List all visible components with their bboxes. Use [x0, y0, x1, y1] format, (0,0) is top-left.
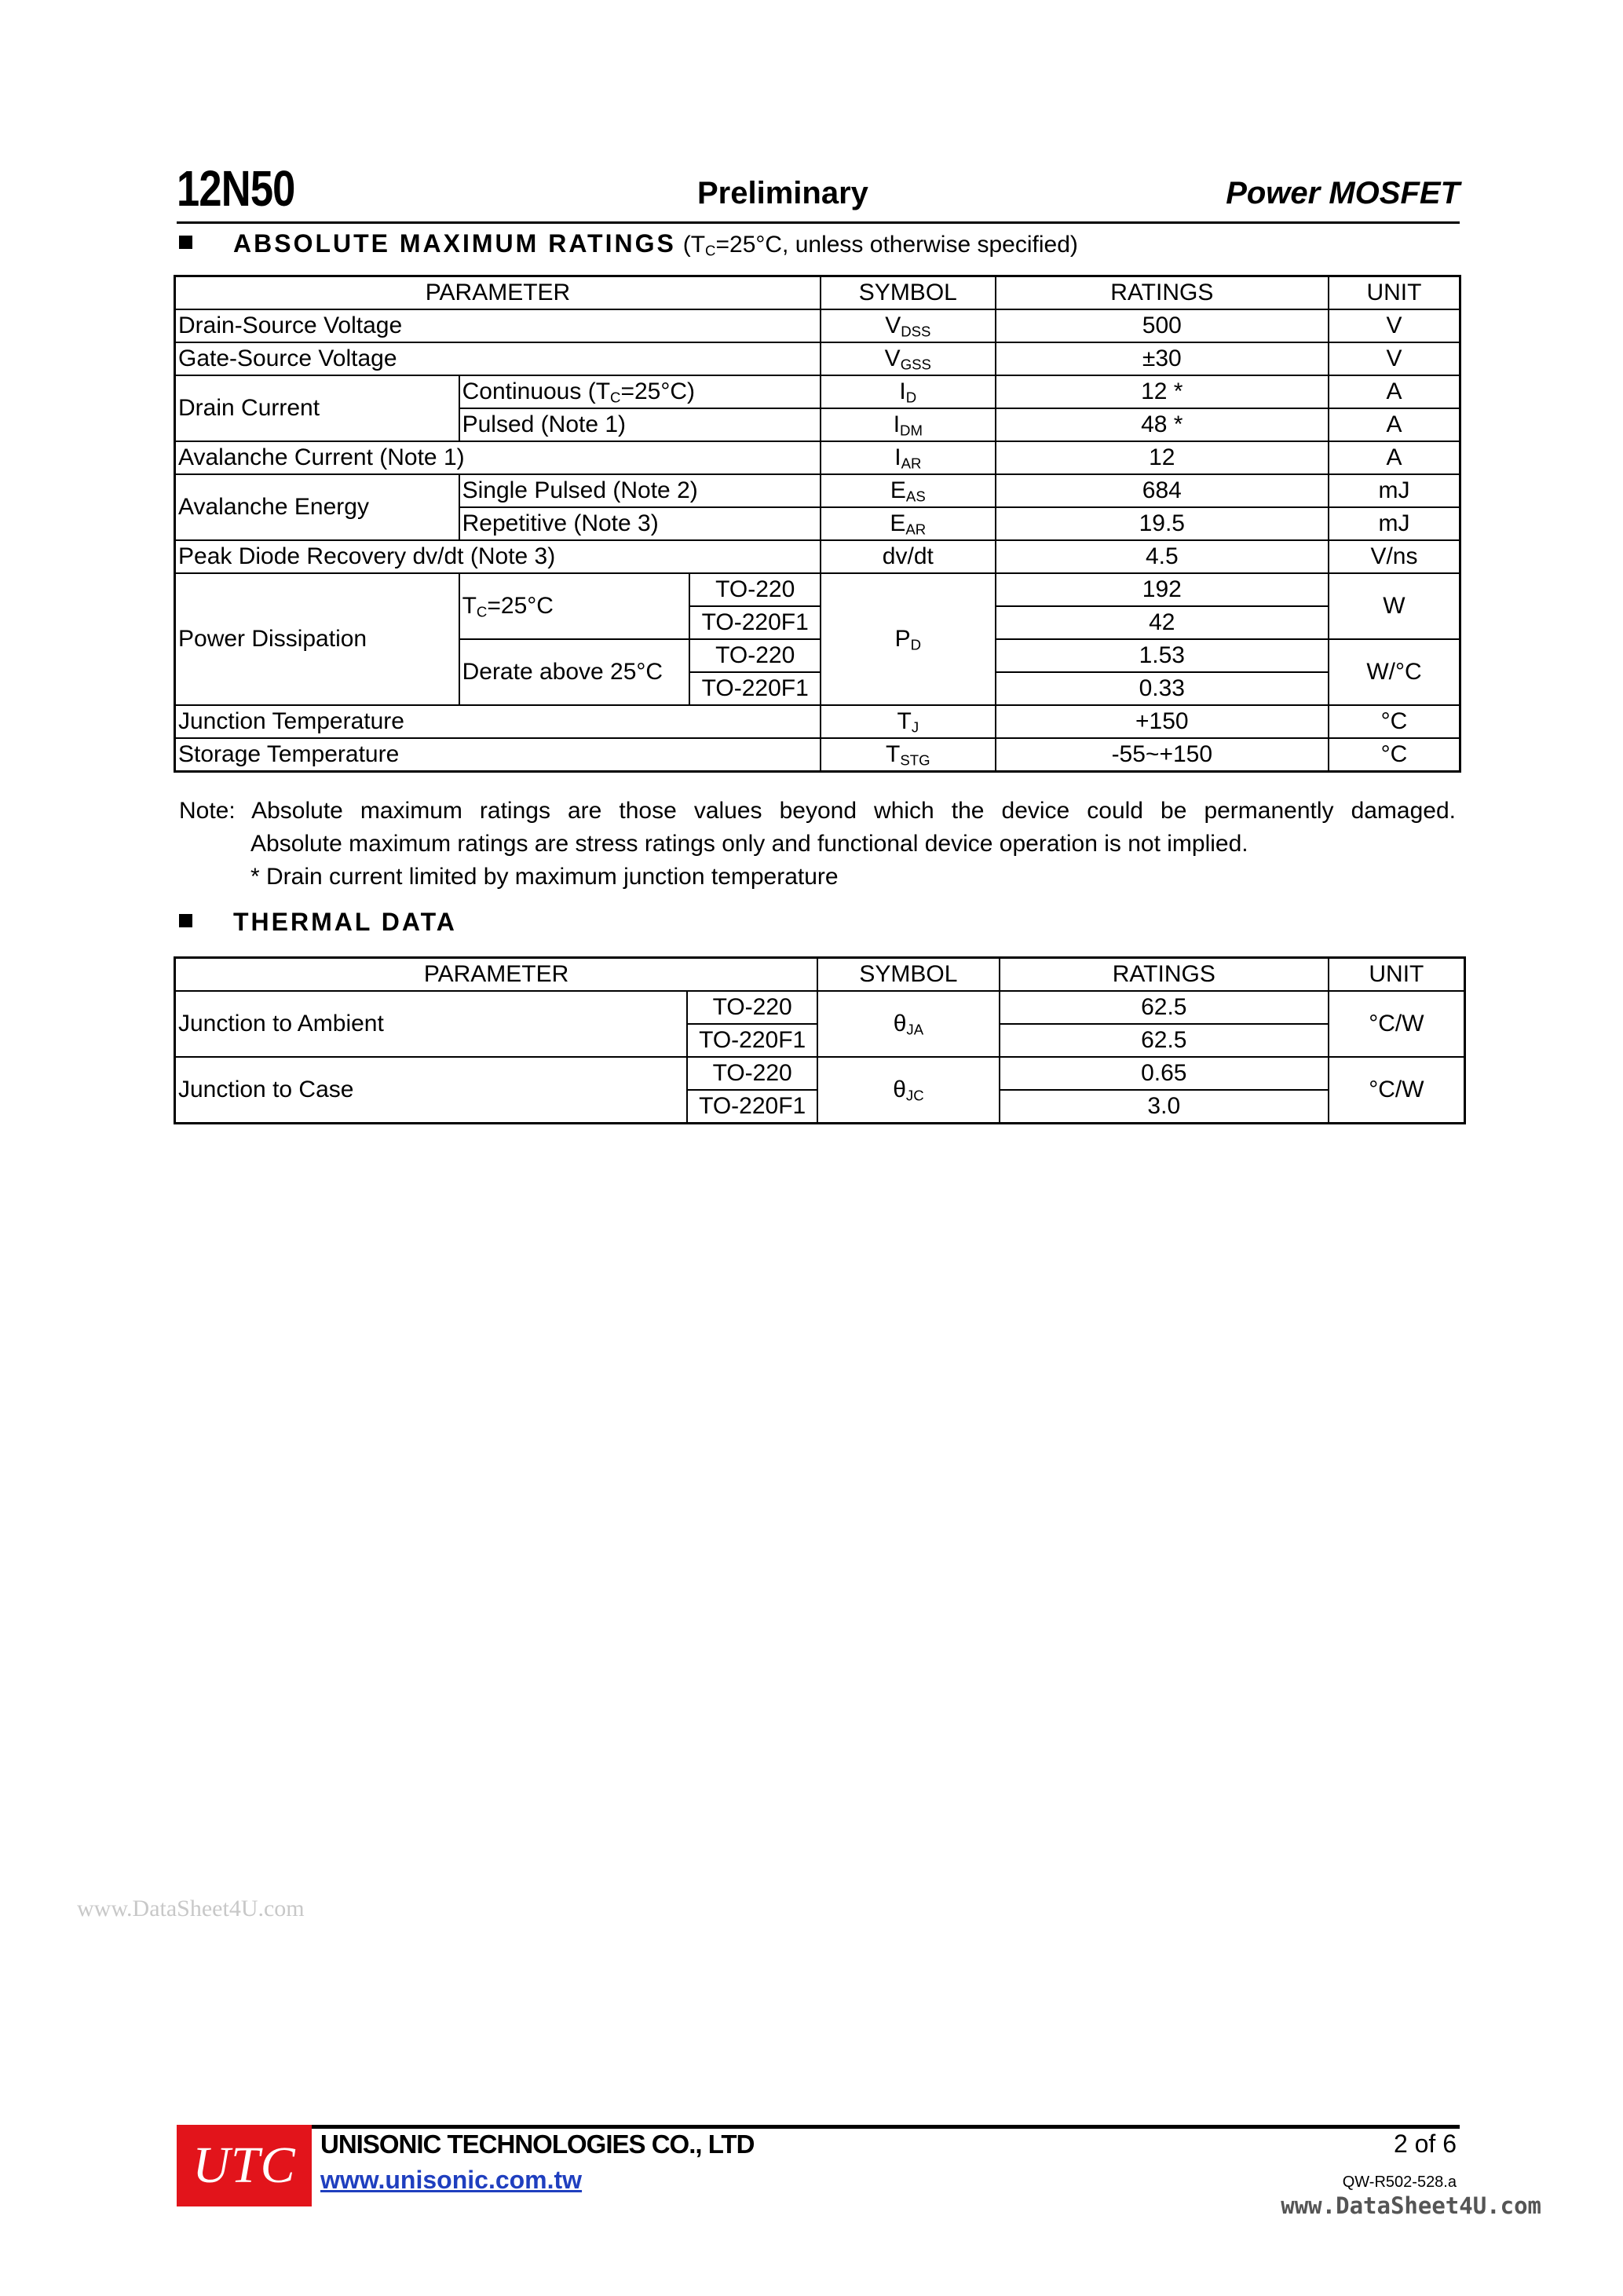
square-bullet-icon — [179, 914, 192, 927]
utc-logo: UTC — [177, 2125, 312, 2206]
symbol-id: $I_D$ — [821, 375, 996, 408]
rating-iar: 12 — [996, 441, 1329, 474]
param-drain-current: Drain Current — [175, 375, 459, 441]
unit-vdss: V — [1329, 309, 1460, 342]
unit-dvdt: V/ns — [1329, 540, 1460, 573]
param-junction-case: Junction to Case — [175, 1057, 688, 1124]
pkg-to220f1: TO-220F1 — [689, 672, 821, 705]
unit-derate: W/°C — [1329, 639, 1460, 705]
header-parameter: PARAMETER — [175, 276, 821, 310]
company-name: UNISONIC TECHNOLOGIES CO., LTD — [320, 2130, 755, 2159]
symbol-vgss: $V_{GSS}$ — [821, 342, 996, 375]
header-parameter: PARAMETER — [175, 958, 818, 992]
unit-eas: mJ — [1329, 474, 1460, 507]
param-avalanche-current: Avalanche Current (Note 1) — [175, 441, 821, 474]
rating-vgss: ±30 — [996, 342, 1329, 375]
rating-derate-to220f1: 0.33 — [996, 672, 1329, 705]
pkg-to220: TO-220 — [687, 1057, 817, 1090]
unit-id: A — [1329, 375, 1460, 408]
table-header-row — [175, 958, 1465, 992]
unit-iar: A — [1329, 441, 1460, 474]
unit-theta-jc: °C/W — [1329, 1057, 1465, 1124]
rating-idm: 48 * — [996, 408, 1329, 441]
document-number: QW-R502-528.a — [1342, 2174, 1457, 2191]
unit-tj: °C — [1329, 705, 1460, 738]
cond-derate: Derate above 25°C — [459, 639, 690, 705]
pkg-to220: TO-220 — [687, 991, 817, 1024]
table-row — [175, 738, 1460, 772]
note-line-2: Absolute maximum ratings are stress ratings only and functional device operation is not implied. — [250, 831, 1248, 857]
table-row — [175, 1057, 1465, 1090]
ratings-notes — [179, 795, 1456, 894]
table-row — [175, 342, 1460, 375]
header-ratings: RATINGS — [996, 276, 1329, 310]
footer-watermark: www.DataSheet4U.com — [1281, 2192, 1541, 2219]
symbol-dvdt: dv/dt — [821, 540, 996, 573]
param-junction-ambient: Junction to Ambient — [175, 991, 688, 1057]
symbol-idm: $I_{DM}$ — [821, 408, 996, 441]
rating-derate-to220: 1.53 — [996, 639, 1329, 672]
header-unit: UNIT — [1329, 958, 1465, 992]
company-website-link[interactable]: www.unisonic.com.tw — [320, 2166, 583, 2194]
unit-pd: W — [1329, 573, 1460, 639]
symbol-eas: $E_{AS}$ — [821, 474, 996, 507]
thermal-table — [174, 956, 1466, 1124]
pkg-to220f1: TO-220F1 — [687, 1090, 817, 1124]
table-row — [175, 375, 1460, 408]
rating-theta-ja-to220: 62.5 — [1000, 991, 1329, 1024]
rating-theta-jc-to220: 0.65 — [1000, 1057, 1329, 1090]
rating-theta-jc-to220f1: 3.0 — [1000, 1090, 1329, 1124]
unit-ear: mJ — [1329, 507, 1460, 540]
cond-continuous: Continuous $(T_C=25^\circ C)$ — [459, 375, 821, 408]
pkg-to220f1: TO-220F1 — [687, 1024, 817, 1057]
rating-pd-to220f1: 42 — [996, 606, 1329, 639]
cond-single-pulsed: Single Pulsed (Note 2) — [459, 474, 821, 507]
rating-vdss: 500 — [996, 309, 1329, 342]
header-unit: UNIT — [1329, 276, 1460, 310]
cond-tc-25: $T_C=25^\circ C$ — [459, 573, 690, 639]
abs-max-condition: ($T_C=25^\circ C$, unless otherwise specified) — [682, 232, 1078, 259]
param-power-dissipation: Power Dissipation — [175, 573, 459, 705]
param-storage-temp: Storage Temperature — [175, 738, 821, 772]
unit-idm: A — [1329, 408, 1460, 441]
watermark-text: www.DataSheet4U.com — [77, 1896, 305, 1921]
symbol-tstg: $T_{STG}$ — [821, 738, 996, 772]
table-header-row — [175, 276, 1460, 310]
unit-vgss: V — [1329, 342, 1460, 375]
device-type: Power MOSFET — [1226, 176, 1460, 210]
rating-ear: 19.5 — [996, 507, 1329, 540]
symbol-theta-jc: $\theta_{JC}$ — [817, 1057, 1000, 1124]
pkg-to220f1: TO-220F1 — [689, 606, 821, 639]
symbol-vdss: $V_{DSS}$ — [821, 309, 996, 342]
param-junction-temp: Junction Temperature — [175, 705, 821, 738]
part-number: 12N50 — [177, 160, 295, 217]
rating-theta-ja-to220f1: 62.5 — [1000, 1024, 1329, 1057]
rating-id: 12 * — [996, 375, 1329, 408]
table-row — [175, 540, 1460, 573]
symbol-pd: $P_D$ — [821, 573, 996, 705]
footer-rule — [177, 2125, 1460, 2129]
table-row — [175, 991, 1465, 1024]
note-line-1: Note: Absolute maximum ratings are those values beyond which the device could be permanently damaged. — [179, 798, 1456, 824]
param-gate-source-voltage: Gate-Source Voltage — [175, 342, 821, 375]
header-rule — [177, 221, 1460, 224]
symbol-iar: $I_{AR}$ — [821, 441, 996, 474]
abs-max-section-title: ABSOLUTE MAXIMUM RATINGS ($T_C=25^\circ C$, unless otherwise specified) — [179, 229, 1078, 258]
pkg-to220: TO-220 — [689, 639, 821, 672]
symbol-theta-ja: $\theta_{JA}$ — [817, 991, 1000, 1057]
table-row — [175, 474, 1460, 507]
abs-max-table — [174, 275, 1461, 773]
table-row — [175, 573, 1460, 606]
param-drain-source-voltage: Drain-Source Voltage — [175, 309, 821, 342]
cond-pulsed: Pulsed (Note 1) — [459, 408, 821, 441]
symbol-tj: $T_J$ — [821, 705, 996, 738]
unit-theta-ja: °C/W — [1329, 991, 1465, 1057]
pkg-to220: TO-220 — [689, 573, 821, 606]
note-line-3: * Drain current limited by maximum junction temperature — [250, 864, 839, 890]
square-bullet-icon — [179, 236, 192, 249]
table-row — [175, 309, 1460, 342]
page-number: 2 of 6 — [1393, 2130, 1457, 2158]
header-ratings: RATINGS — [1000, 958, 1329, 992]
thermal-section-title: THERMAL DATA — [179, 908, 457, 937]
rating-pd-to220: 192 — [996, 573, 1329, 606]
param-avalanche-energy: Avalanche Energy — [175, 474, 459, 540]
header-symbol: SYMBOL — [821, 276, 996, 310]
table-row — [175, 705, 1460, 738]
param-peak-diode: Peak Diode Recovery dv/dt (Note 3) — [175, 540, 821, 573]
rating-eas: 684 — [996, 474, 1329, 507]
table-row — [175, 441, 1460, 474]
rating-dvdt: 4.5 — [996, 540, 1329, 573]
document-status: Preliminary — [697, 176, 868, 210]
rating-tstg: -55~+150 — [996, 738, 1329, 772]
unit-tstg: °C — [1329, 738, 1460, 772]
symbol-ear: $E_{AR}$ — [821, 507, 996, 540]
header-symbol: SYMBOL — [817, 958, 1000, 992]
rating-tj: +150 — [996, 705, 1329, 738]
cond-repetitive: Repetitive (Note 3) — [459, 507, 821, 540]
